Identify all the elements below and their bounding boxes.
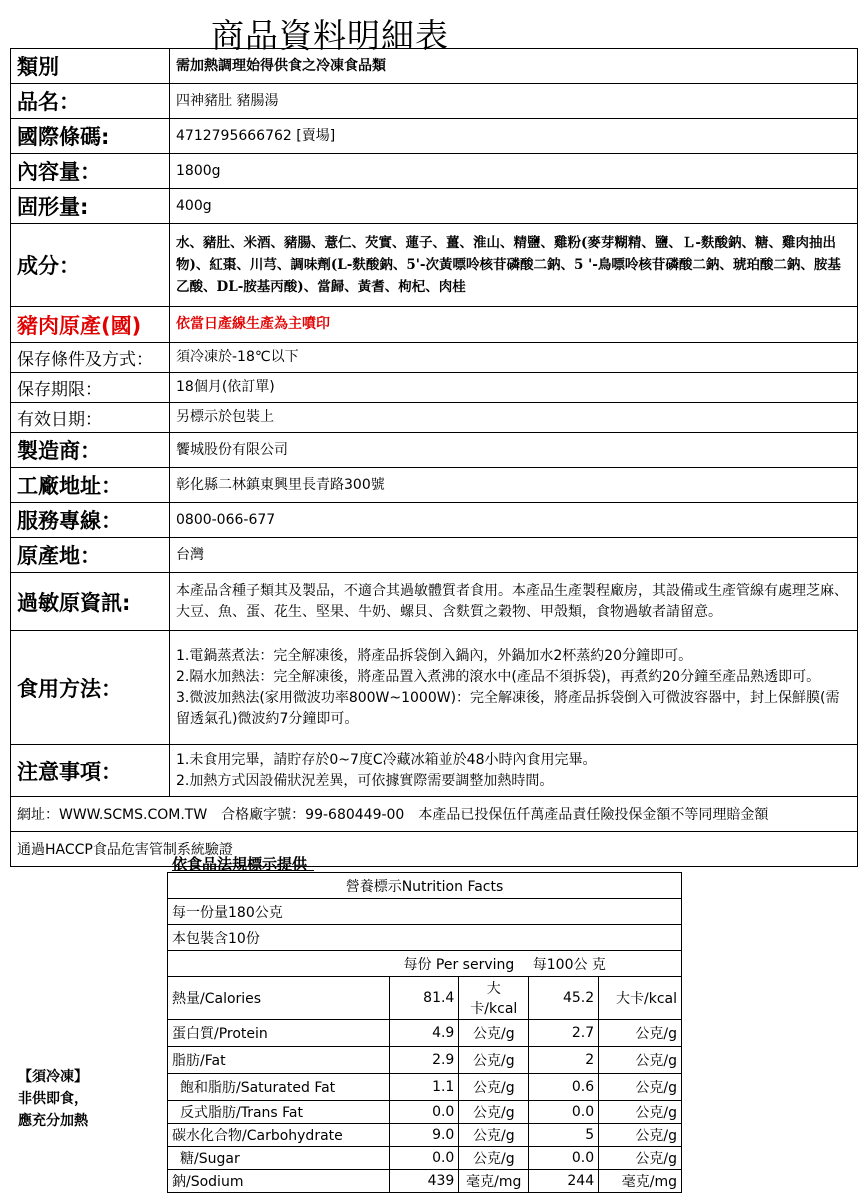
per-100g-value: 244 xyxy=(529,1170,599,1193)
row-value: 0800-066-677 xyxy=(170,503,858,538)
per-100g-unit: 公克/g xyxy=(599,1101,682,1124)
nutrition-row xyxy=(168,1124,682,1147)
row-label: 製造商： xyxy=(11,433,170,468)
per-100g-value: 2 xyxy=(529,1047,599,1074)
per-100g-value: 5 xyxy=(529,1124,599,1147)
table-row xyxy=(11,307,858,343)
product-info-table xyxy=(10,48,858,867)
per-serving-value: 4.9 xyxy=(389,1020,459,1047)
table-row xyxy=(11,373,858,403)
per-serving-unit: 毫克/mg xyxy=(459,1170,529,1193)
servings-per-package: 本包裝含10份 xyxy=(168,925,682,951)
per-100g-value: 0.0 xyxy=(529,1101,599,1124)
row-label: 類別 xyxy=(11,49,170,84)
row-value: 台灣 xyxy=(170,538,858,573)
page-title: 商品資料明細表 xyxy=(211,16,449,55)
per-100g-unit: 公克/g xyxy=(599,1047,682,1074)
row-label: 品名： xyxy=(11,84,170,119)
row-value: 需加熱調理始得供食之冷凍食品類 xyxy=(170,49,858,84)
per-serving-value: 1.1 xyxy=(389,1074,459,1101)
row-label: 內容量： xyxy=(11,154,170,189)
allergen-value: 本產品含種子類其及製品，不適合其過敏體質者食用。本產品生產製程廠房，其設備或生產管線有處理芝麻、大豆、魚、蛋、花生、堅果、牛奶、螺貝、含麩質之穀物、甲殼類，食物過敏者請留意。 xyxy=(170,573,858,631)
nutrient-name: 反式脂肪/Trans Fat xyxy=(168,1101,390,1124)
nutrition-row xyxy=(168,1170,682,1193)
nutrition-rows xyxy=(168,977,682,1193)
table-row xyxy=(11,433,858,468)
side-note-line: 非供即食， xyxy=(18,1091,88,1107)
table-row xyxy=(11,573,858,631)
haccp-line: 通過HACCP食品危害管制系統驗證 xyxy=(11,832,858,867)
row-label: 保存期限： xyxy=(11,373,170,403)
table-row xyxy=(11,468,858,503)
row-value: 饗城股份有限公司 xyxy=(170,433,858,468)
per-serving-value: 0.0 xyxy=(389,1101,459,1124)
table-row xyxy=(168,951,682,977)
table-row xyxy=(168,873,682,899)
table-row xyxy=(11,631,858,745)
col-per-100g: 每100公 克 xyxy=(529,951,682,977)
usage-line: 1.電鍋蒸煮法：完全解凍後，將產品拆袋倒入鍋內，外鍋加水2杯蒸約20分鐘即可。 xyxy=(176,647,693,664)
notes-line: 1.未食用完畢，請貯存於0~7度C冷藏冰箱並於48小時內食用完畢。 xyxy=(176,751,597,768)
nutrient-name: 糖/Sugar xyxy=(168,1147,390,1170)
per-100g-unit: 大卡/kcal xyxy=(599,977,682,1020)
row-label: 注意事項： xyxy=(11,745,170,797)
row-label: 國際條碼: xyxy=(11,119,170,154)
per-serving-unit: 大卡/kcal xyxy=(459,977,529,1020)
row-value: 另標示於包裝上 xyxy=(170,403,858,433)
row-value: 4712795666762 [賣場] xyxy=(170,119,858,154)
nutrition-row xyxy=(168,1147,682,1170)
per-serving-value: 439 xyxy=(389,1170,459,1193)
side-note xyxy=(18,1066,88,1132)
nutrition-row xyxy=(168,1020,682,1047)
table-row xyxy=(11,49,858,84)
per-serving-value: 9.0 xyxy=(389,1124,459,1147)
table-row xyxy=(11,343,858,373)
usage-line: 3.微波加熱法(家用微波功率800W~1000W)：完全解凍後，將產品拆袋倒入可微波容器中，封上保鮮膜(需留透氣孔)微波約7分鐘即可。 xyxy=(176,689,840,727)
table-row xyxy=(11,832,858,867)
nutrition-row xyxy=(168,1074,682,1101)
usage-line: 2.隔水加熱法：完全解凍後，將產品置入煮沸的滾水中(產品不須拆袋)，再煮約20分鐘至產品熟透即可。 xyxy=(176,668,821,685)
row-value: 須冷凍於-18℃以下 xyxy=(170,343,858,373)
website-line: 網址：WWW.SCMS.COM.TW 合格廠字號：99-680449-00 本產品已投保伍仟萬產品責任險投保金額不等同理賠金額 xyxy=(11,797,858,832)
per-serving-unit: 公克/g xyxy=(459,1047,529,1074)
notes-line: 2.加熱方式因設備狀況差異，可依據實際需要調整加熱時間。 xyxy=(176,772,554,789)
usage-value xyxy=(170,631,858,745)
row-label: 成分： xyxy=(11,224,170,307)
nutrition-header: 營養標示Nutrition Facts xyxy=(168,873,682,899)
per-serving-unit: 公克/g xyxy=(459,1124,529,1147)
row-value: 18個月(依訂單) xyxy=(170,373,858,403)
table-row xyxy=(11,538,858,573)
caption-underline xyxy=(172,870,314,871)
ingredients-value: 水、豬肚、米酒、豬腸、薏仁、芡實、蓮子、薑、淮山、精鹽、雞粉(麥芽糊精、鹽、Ｌ-麩酸鈉、糖、雞肉抽出物)、紅棗、川芎、調味劑(L-麩酸鈉、5'-次黃嘌呤核苷磷酸二鈉、5 '-鳥嘌呤核苷磷酸二鈉、琥珀酸二鈉、胺基乙酸、DL-胺基丙酸)、當歸、黃耆、枸杞、肉桂 xyxy=(170,224,858,307)
table-row xyxy=(11,797,858,832)
per-serving-unit: 公克/g xyxy=(459,1020,529,1047)
row-value: 1800g xyxy=(170,154,858,189)
nutrition-caption: 依食品法規標示提供 xyxy=(172,855,308,873)
nutrient-name: 碳水化合物/Carbohydrate xyxy=(168,1124,390,1147)
side-note-line: 應充分加熱 xyxy=(18,1113,88,1129)
table-row xyxy=(11,403,858,433)
row-value: 400g xyxy=(170,189,858,224)
nutrient-name: 蛋白質/Protein xyxy=(168,1020,390,1047)
per-100g-unit: 公克/g xyxy=(599,1147,682,1170)
per-100g-value: 0.6 xyxy=(529,1074,599,1101)
table-row xyxy=(11,745,858,797)
per-serving-value: 81.4 xyxy=(389,977,459,1020)
per-serving-unit: 公克/g xyxy=(459,1074,529,1101)
per-100g-unit: 毫克/mg xyxy=(599,1170,682,1193)
notes-value xyxy=(170,745,858,797)
table-row xyxy=(11,84,858,119)
row-label: 工廠地址： xyxy=(11,468,170,503)
table-row xyxy=(168,925,682,951)
per-100g-value: 2.7 xyxy=(529,1020,599,1047)
nutrition-table xyxy=(167,872,682,1193)
row-label: 過敏原資訊: xyxy=(11,573,170,631)
row-label: 保存條件及方式： xyxy=(11,343,170,373)
nutrient-name: 熱量/Calories xyxy=(168,977,390,1020)
serving-size: 每一份量180公克 xyxy=(168,899,682,925)
per-serving-value: 2.9 xyxy=(389,1047,459,1074)
nutrient-name: 鈉/Sodium xyxy=(168,1170,390,1193)
row-label: 食用方法： xyxy=(11,631,170,745)
side-note-line: 【須冷凍】 xyxy=(18,1069,88,1085)
row-label: 豬肉原產(國) xyxy=(11,307,170,343)
per-100g-unit: 公克/g xyxy=(599,1020,682,1047)
col-per-serving: 每份 Per serving xyxy=(389,951,529,977)
table-row xyxy=(11,154,858,189)
nutrient-name: 脂肪/Fat xyxy=(168,1047,390,1074)
row-value: 彰化縣二林鎮東興里長青路300號 xyxy=(170,468,858,503)
per-100g-unit: 公克/g xyxy=(599,1074,682,1101)
nutrient-name: 飽和脂肪/Saturated Fat xyxy=(168,1074,390,1101)
nutrition-row xyxy=(168,1101,682,1124)
row-label: 固形量: xyxy=(11,189,170,224)
per-100g-value: 45.2 xyxy=(529,977,599,1020)
nutrition-row xyxy=(168,1047,682,1074)
per-100g-value: 0.0 xyxy=(529,1147,599,1170)
row-label: 服務專線： xyxy=(11,503,170,538)
per-100g-unit: 公克/g xyxy=(599,1124,682,1147)
row-value: 四神豬肚 豬腸湯 xyxy=(170,84,858,119)
table-row xyxy=(11,224,858,307)
table-row xyxy=(11,189,858,224)
table-row xyxy=(168,899,682,925)
nutrition-row xyxy=(168,977,682,1020)
table-row xyxy=(11,503,858,538)
per-serving-unit: 公克/g xyxy=(459,1147,529,1170)
row-label: 有效日期： xyxy=(11,403,170,433)
per-serving-unit: 公克/g xyxy=(459,1101,529,1124)
table-row xyxy=(11,119,858,154)
row-value: 依當日產線生產為主噴印 xyxy=(170,307,858,343)
row-label: 原產地： xyxy=(11,538,170,573)
per-serving-value: 0.0 xyxy=(389,1147,459,1170)
